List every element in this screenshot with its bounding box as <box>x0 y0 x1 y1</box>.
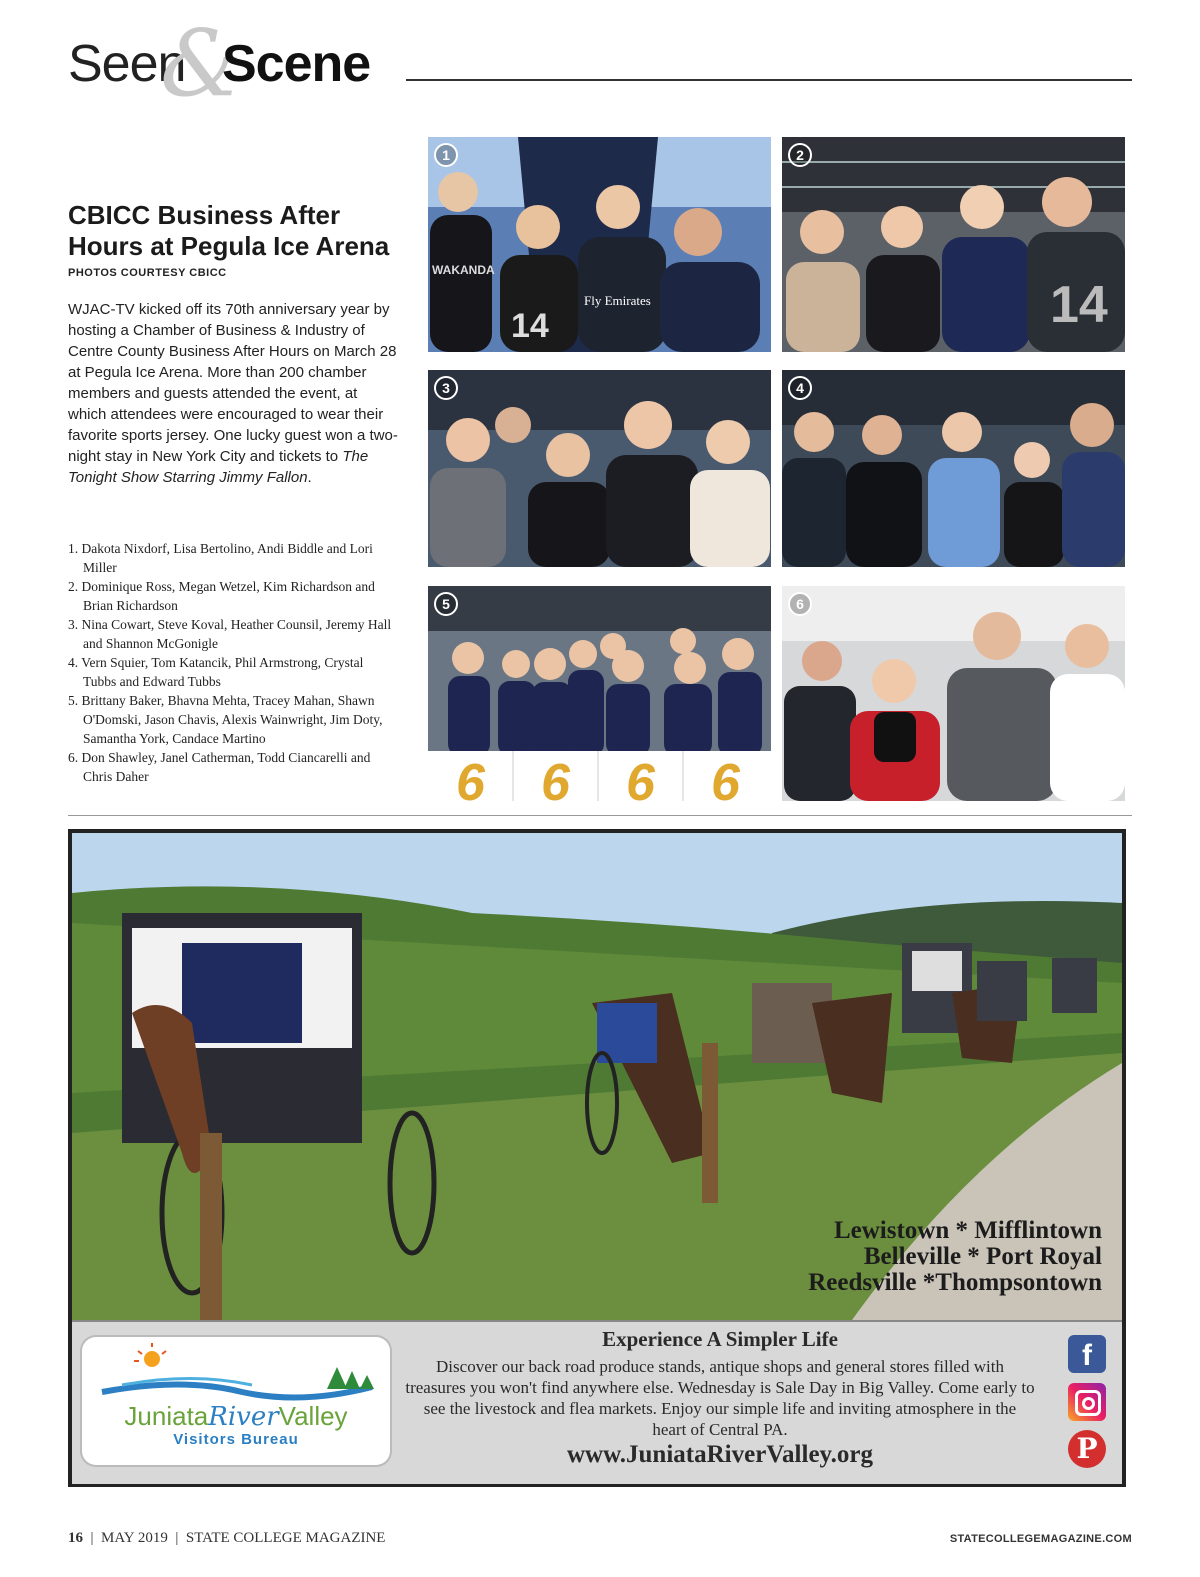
sign-number: 6 <box>541 754 570 801</box>
sign-number: 6 <box>711 754 740 801</box>
town-line: Lewistown * Mifflintown <box>833 1217 1102 1244</box>
facebook-icon[interactable]: f <box>1068 1335 1106 1373</box>
caption-item: 5. Brittany Baker, Bhavna Mehta, Tracey Mahan, Shawn O'Domski, Jason Chavis, Alexis Wainwright, Jim Doty, Samantha York, Candace Martino <box>68 693 383 746</box>
pinterest-icon[interactable]: P <box>1068 1430 1106 1468</box>
article-body-main: WJAC-TV kicked off its 70th anniversary year by hosting a Chamber of Business & Industry of Centre County Business After Hours on March 28 at Pegula Ice Arena. More than 200 chamber members and guests attended the event, at which attendees were encouraged to wear their favorite sports jersey. One lucky guest won a two-night stay in New York City and tickets to <box>68 301 398 465</box>
event-photo-4 <box>782 370 1125 585</box>
section-title-scene: Scene <box>222 35 371 93</box>
logo-wordmark <box>88 1401 384 1432</box>
issue-date: MAY 2019 <box>101 1530 168 1546</box>
photo-number-badge: 5 <box>434 592 458 616</box>
caption-item: 2. Dominique Ross, Megan Wetzel, Kim Richardson and Brian Richardson <box>68 579 375 613</box>
ad-town-list <box>808 1218 1102 1296</box>
photo-number-badge: 2 <box>788 143 812 167</box>
event-photo-2 <box>782 137 1125 352</box>
logo-word-juniata: Juniata <box>124 1401 209 1431</box>
juniata-river-valley-logo <box>82 1337 390 1465</box>
caption-item: 6. Don Shawley, Janel Catherman, Todd Ciancarelli and Chris Daher <box>68 750 371 784</box>
photo-number-badge: 1 <box>434 143 458 167</box>
magazine-website[interactable]: STATECOLLEGEMAGAZINE.COM <box>949 1533 1132 1545</box>
article-body-end: . <box>307 469 312 486</box>
town-line: Belleville * Port Royal <box>863 1243 1102 1270</box>
section-divider <box>68 815 1132 816</box>
section-title-seen: Seen <box>68 35 186 93</box>
instagram-icon[interactable] <box>1068 1383 1106 1421</box>
photo-captions <box>68 539 398 786</box>
logo-word-valley: Valley <box>278 1401 348 1431</box>
sign-number: 6 <box>626 754 655 801</box>
photo-1-jersey-text: WAKANDA <box>432 263 495 277</box>
footer-separator: | <box>90 1530 94 1546</box>
photo-credit: PHOTOS COURTESY CBICC <box>68 267 227 279</box>
logo-subtitle: Visitors Bureau <box>173 1431 299 1448</box>
sign-number: 6 <box>456 754 485 801</box>
article-body <box>68 299 398 488</box>
ad-headline: Experience A Simpler Life <box>602 1327 838 1351</box>
section-title-ampersand: & <box>160 10 242 117</box>
event-photo-3 <box>428 370 771 585</box>
photo-2-jersey-number: 14 <box>1050 276 1108 334</box>
article-title: CBICC Business After Hours at Pegula Ice Arena <box>68 200 390 261</box>
article-body-italic: The Tonight Show Starring Jimmy Fallon <box>68 448 369 486</box>
header-divider <box>406 79 1132 81</box>
caption-item: 4. Vern Squier, Tom Katancik, Phil Armstrong, Crystal Tubbs and Edward Tubbs <box>68 655 364 689</box>
caption-item: 3. Nina Cowart, Steve Koval, Heather Counsil, Jeremy Hall and Shannon McGonigle <box>68 617 392 651</box>
photo-number-badge: 6 <box>788 592 812 616</box>
ad-website-link[interactable]: www.JuniataRiverValley.org <box>566 1441 874 1468</box>
caption-item: 1. Dakota Nixdorf, Lisa Bertolino, Andi Biddle and Lori Miller <box>68 541 373 575</box>
logo-word-river: River <box>208 1402 279 1432</box>
event-photo-1 <box>428 137 771 352</box>
footer-separator: | <box>175 1530 179 1546</box>
ad-body-text: Discover our back road produce stands, antique shops and general stores filled with treasures you won't find anywhere else. Wednesday is Sale Day in Big Valley. Come early to see the livestock and flea markets. Enjoy our simple life and inviting atmosphere in the heart of Central PA. <box>405 1357 1035 1439</box>
photo-number-badge: 3 <box>434 376 458 400</box>
photo-1-jersey-sponsor: Fly Emirates <box>584 293 651 308</box>
page-footer-left <box>68 1530 385 1547</box>
event-photo-6 <box>782 586 1125 801</box>
page-number: 16 <box>68 1530 83 1546</box>
photo-number-badge: 4 <box>788 376 812 400</box>
town-line: Reedsville *Thompsontown <box>808 1269 1102 1296</box>
photo-1-jersey-number: 14 <box>511 307 549 345</box>
event-photo-5 <box>428 586 771 801</box>
magazine-name: STATE COLLEGE MAGAZINE <box>185 1530 386 1546</box>
ad-photo-amish-buggies <box>72 833 1122 1320</box>
